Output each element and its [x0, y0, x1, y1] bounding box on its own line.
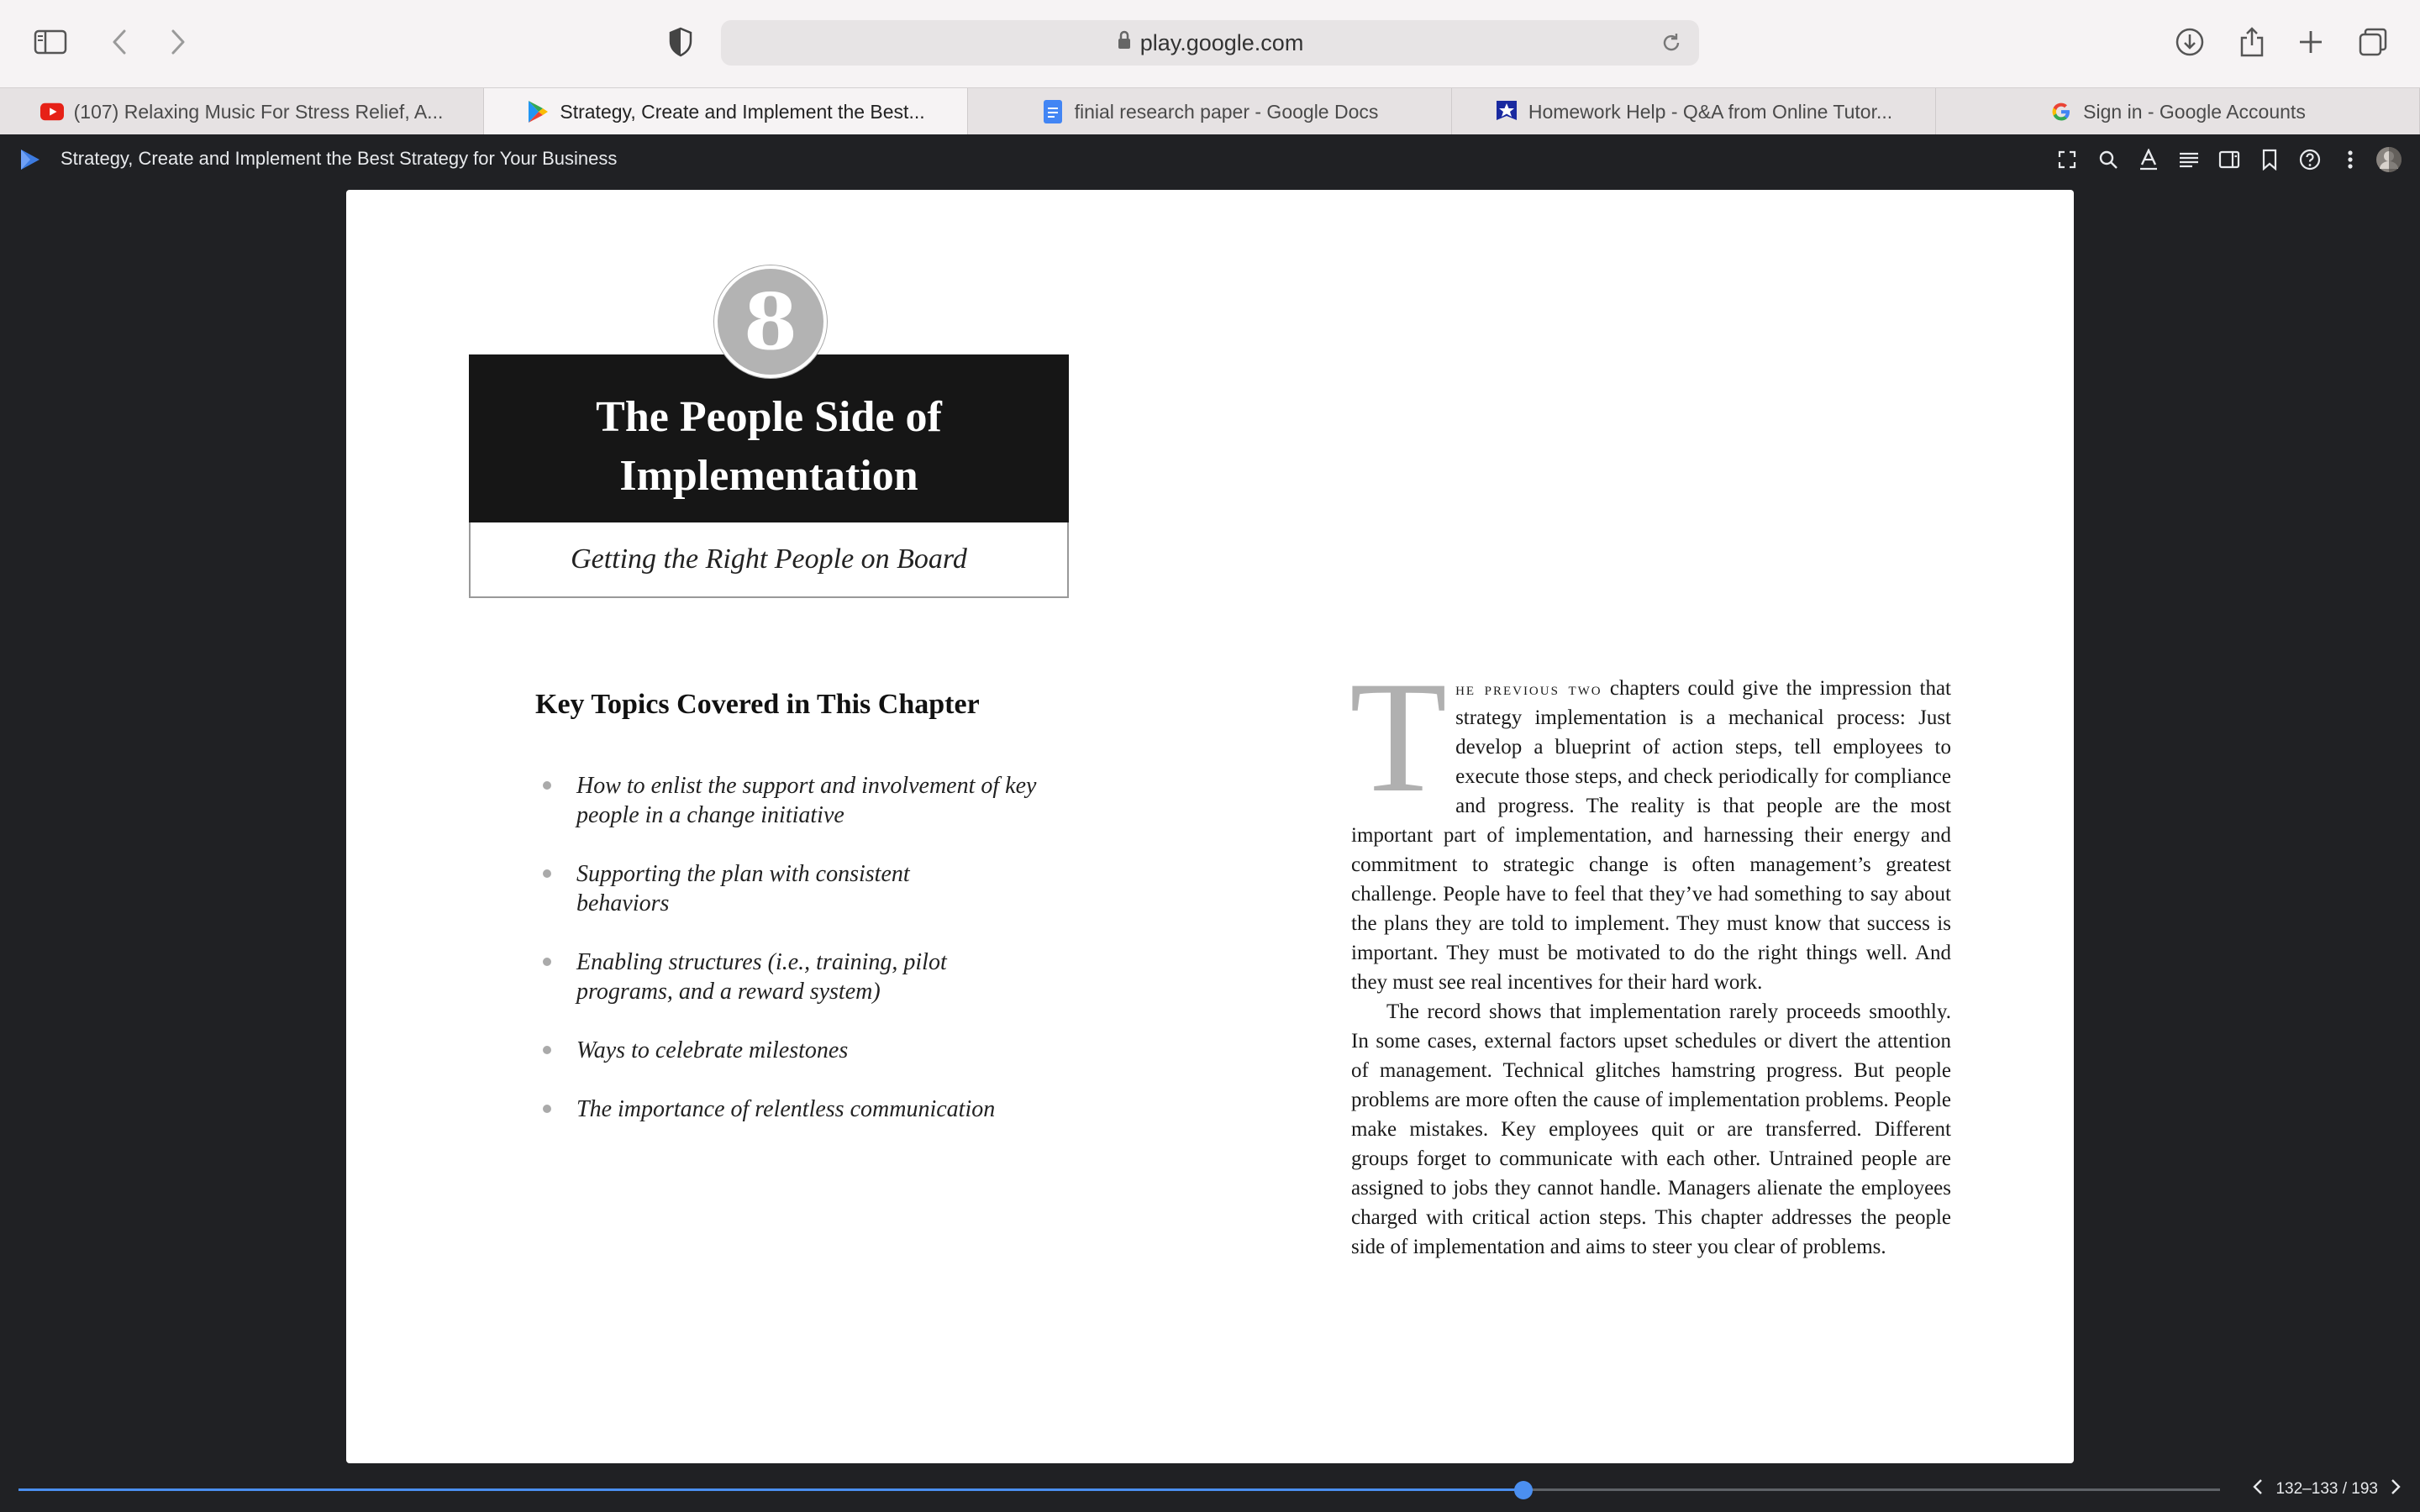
- play-books-logo-icon[interactable]: [18, 148, 42, 171]
- user-avatar[interactable]: [2375, 145, 2403, 174]
- forward-icon[interactable]: [160, 24, 197, 60]
- topic-text: Supporting the plan with consistent behaviors: [576, 861, 910, 916]
- bullet-icon: [543, 1046, 551, 1054]
- fullscreen-icon[interactable]: [2053, 145, 2081, 174]
- chapter-subtitle-box: [469, 522, 1069, 598]
- drop-cap: T: [1349, 649, 1448, 826]
- topic-item: [576, 771, 1047, 830]
- reader-header: [0, 134, 2420, 183]
- progress-fill: [18, 1488, 1523, 1491]
- address-bar[interactable]: [721, 20, 1699, 66]
- sidebar-toggle-icon[interactable]: [32, 24, 69, 60]
- lock-icon: [1117, 30, 1132, 56]
- tab-google-docs[interactable]: [968, 88, 1452, 135]
- chapter-number-badge: [714, 265, 827, 378]
- privacy-shield-icon[interactable]: [662, 24, 699, 60]
- book-title: Strategy, Create and Implement the Best Strategy for Your Business: [60, 148, 618, 169]
- chapter-title: The People Side of Implementation: [596, 393, 942, 500]
- tab-youtube[interactable]: [0, 88, 484, 135]
- tab-label: Strategy, Create and Implement the Best...: [560, 100, 925, 123]
- tab-google-play-book[interactable]: [484, 88, 968, 135]
- progress-slider-thumb[interactable]: [1514, 1481, 1533, 1499]
- tab-google-sign-in[interactable]: [1936, 88, 2420, 135]
- previous-page-icon[interactable]: [2252, 1478, 2264, 1501]
- google-docs-icon: [1041, 100, 1065, 123]
- book-page-spread: [346, 190, 2074, 1463]
- chapter-subtitle: Getting the Right People on Board: [571, 543, 967, 575]
- bullet-icon: [543, 958, 551, 966]
- notes-icon[interactable]: [2215, 145, 2244, 174]
- downloads-icon[interactable]: [2171, 24, 2208, 60]
- topic-item: [576, 859, 963, 918]
- bookmark-icon[interactable]: [2255, 145, 2284, 174]
- topic-text: How to enlist the support and involvement of key people in a change initiative: [576, 773, 1037, 828]
- text-display-icon[interactable]: [2134, 145, 2163, 174]
- browser-toolbar: [0, 0, 2420, 87]
- paragraph-2: The record shows that implementation rarely proceeds smoothly. In some cases, external factors upset schedules or divert the attention of management. Technical glitches hamstring progress. But people problems are more often the cause of implementation problems. People make mistakes. Key employees quit or are transferred. Different groups forget to communicate with each other. Untrained people are assigned to jobs they cannot handle. Managers alienate the employees charged with critical action steps. This chapter addresses the people side of implementation and aims to steer you clear of problems.: [1351, 1000, 1951, 1258]
- page-range-label: 132–133 / 193: [2275, 1480, 2378, 1498]
- bullet-icon: [543, 869, 551, 878]
- topic-item: [576, 1095, 1047, 1124]
- chapter-body-text: [1349, 649, 1951, 1262]
- tab-label: (107) Relaxing Music For Stress Relief, A...: [73, 100, 444, 123]
- back-icon[interactable]: [101, 24, 138, 60]
- reload-icon[interactable]: [1655, 27, 1687, 59]
- share-icon[interactable]: [2233, 24, 2270, 60]
- tab-bar: [0, 87, 2420, 134]
- star-badge-icon: [1495, 100, 1518, 123]
- topic-item: [576, 1036, 1047, 1065]
- paragraph-1-text: chapters could give the impression that strategy implementation is a mechanical process: Just develop a blueprint of action steps, tell employees to execute those steps, and check periodically for compliance and progress. The reality is that people are the most important part of implementation, and harnessing their energy and commitment to strategic change is often management’s greatest challenge. People have to feel that they’ve had something to say about the plans they are told to implement. They must know that success is important. They must be motivated to do the right things well. And they must see real incentives for their hard work.: [1351, 677, 1951, 994]
- bullet-icon: [543, 781, 551, 790]
- lead-in-smallcaps: he previous two: [1455, 678, 1602, 699]
- table-of-contents-icon[interactable]: [2175, 145, 2203, 174]
- reading-progress-bar: [0, 1467, 2420, 1512]
- page-navigation: [2252, 1475, 2402, 1504]
- tab-label: Sign in - Google Accounts: [2083, 100, 2306, 123]
- topic-text: The importance of relentless communication: [576, 1096, 996, 1122]
- chapter-title-box: [469, 354, 1069, 522]
- chapter-number: 8: [743, 276, 797, 367]
- topic-text: Ways to celebrate milestones: [576, 1037, 849, 1063]
- help-icon[interactable]: [2296, 145, 2324, 174]
- tab-label: finial research paper - Google Docs: [1074, 100, 1379, 123]
- url-text: play.google.com: [1139, 29, 1304, 55]
- topics-heading: Key Topics Covered in This Chapter: [535, 689, 980, 720]
- topic-item: [576, 948, 980, 1006]
- topic-text: Enabling structures (i.e., training, pilot programs, and a reward system): [576, 949, 947, 1005]
- tab-homework-help[interactable]: [1452, 88, 1936, 135]
- bullet-icon: [543, 1105, 551, 1113]
- tab-overview-icon[interactable]: [2354, 24, 2391, 60]
- progress-track[interactable]: [18, 1488, 2220, 1491]
- next-page-icon[interactable]: [2390, 1478, 2402, 1501]
- more-options-icon[interactable]: [2336, 145, 2365, 174]
- google-play-icon: [526, 100, 550, 123]
- search-icon[interactable]: [2094, 145, 2123, 174]
- tab-label: Homework Help - Q&A from Online Tutor...: [1528, 100, 1893, 123]
- youtube-icon: [40, 100, 64, 123]
- google-icon: [2049, 100, 2073, 123]
- new-tab-icon[interactable]: [2292, 24, 2329, 60]
- paragraph-1: [1349, 649, 1951, 997]
